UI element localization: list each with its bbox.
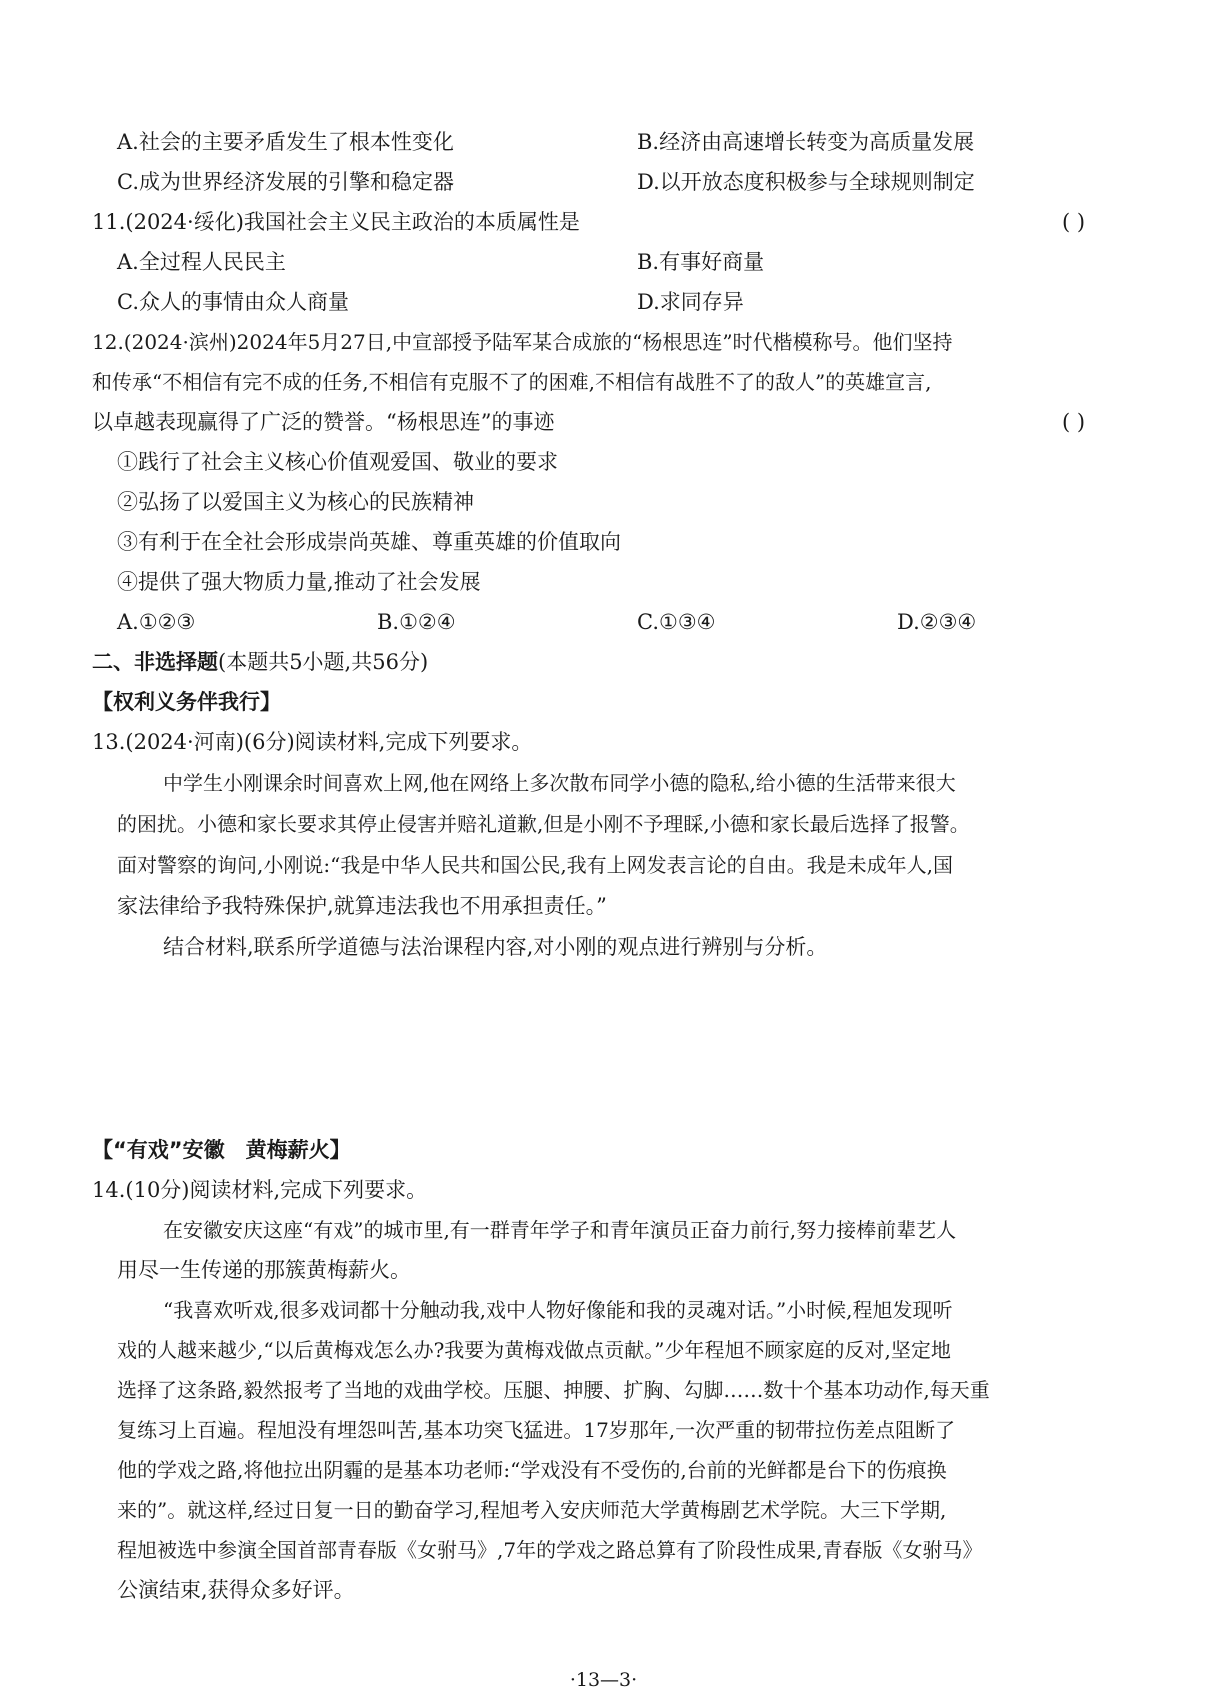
topic-heading-rights: 【权利义务伴我行】 — [92, 690, 281, 714]
q12-option-d: D.②③④ — [897, 610, 977, 634]
q10-option-a: A.社会的主要矛盾发生了根本性变化 — [117, 130, 454, 154]
q12-option-b: B.①②④ — [377, 610, 456, 634]
q11-option-b: B.有事好商量 — [637, 250, 765, 274]
topic-heading-huangmei: 【“有戏”安徽 黄梅薪火】 — [92, 1138, 351, 1162]
q13-material-line3: 面对警察的询问,小刚说:“我是中华人民共和国公民,我有上网发表言论的自由。我是未成年人,国 — [117, 853, 954, 877]
q13-material-line4: 家法律给予我特殊保护,就算违法我也不用承担责任。” — [117, 894, 607, 918]
q12-stem-line3: 以卓越表现赢得了广泛的赞誉。“杨根思连”的事迹 — [92, 410, 555, 434]
q14-material-line6: 复练习上百遍。程旭没有埋怨叫苦,基本功突飞猛进。17岁那年,一次严重的韧带拉伤差点阻断了 — [117, 1418, 956, 1442]
q10-option-b: B.经济由高速增长转变为高质量发展 — [637, 130, 975, 154]
q13-question: 结合材料,联系所学道德与法治课程内容,对小刚的观点进行辨别与分析。 — [163, 935, 828, 959]
q11-option-c: C.众人的事情由众人商量 — [117, 290, 349, 314]
q14-material-line10: 公演结束,获得众多好评。 — [117, 1578, 355, 1602]
q12-stem-line2: 和传承“不相信有完不成的任务,不相信有克服不了的困难,不相信有战胜不了的敌人”的英雄宣言, — [92, 370, 932, 394]
q12-item-2: ②弘扬了以爱国主义为核心的民族精神 — [117, 490, 474, 514]
q13-material-line1: 中学生小刚课余时间喜欢上网,他在网络上多次散布同学小德的隐私,给小德的生活带来很大 — [163, 771, 956, 795]
q14-stem: 14.(10分)阅读材料,完成下列要求。 — [92, 1178, 428, 1202]
q11-stem: 11.(2024·绥化)我国社会主义民主政治的本质属性是 — [92, 210, 580, 234]
q14-material-line8: 来的”。就这样,经过日复一日的勤奋学习,程旭考入安庆师范大学黄梅剧艺术学院。大三下学期, — [117, 1498, 947, 1522]
q13-material-line2: 的困扰。小德和家长要求其停止侵害并赔礼道歉,但是小刚不予理睬,小德和家长最后选择了报警。 — [117, 812, 970, 836]
q14-material-line1: 在安徽安庆这座“有戏”的城市里,有一群青年学子和青年演员正奋力前行,努力接棒前辈艺人 — [163, 1218, 957, 1242]
q10-option-c: C.成为世界经济发展的引擎和稳定器 — [117, 170, 454, 194]
q12-option-c: C.①③④ — [637, 610, 716, 634]
q14-material-line9: 程旭被选中参演全国首部青春版《女驸马》,7年的学戏之路总算有了阶段性成果,青春版《女驸马》 — [117, 1538, 983, 1562]
q10-option-d: D.以开放态度积极参与全球规则制定 — [637, 170, 975, 194]
q14-material-line3: “我喜欢听戏,很多戏词都十分触动我,戏中人物好像能和我的灵魂对话。”小时候,程旭发现听 — [163, 1298, 953, 1322]
q11-option-a: A.全过程人民民主 — [117, 250, 286, 274]
q11-option-d: D.求同存异 — [637, 290, 744, 314]
q14-material-line2: 用尽一生传递的那簇黄梅薪火。 — [117, 1258, 411, 1282]
q14-material-line5: 选择了这条路,毅然报考了当地的戏曲学校。压腿、抻腰、扩胸、勾脚……数十个基本功动作,每天重 — [117, 1378, 990, 1402]
q14-material-line7: 他的学戏之路,将他拉出阴霾的是基本功老师:“学戏没有不受伤的,台前的光鲜都是台下的伤痕换 — [117, 1458, 947, 1482]
page-number: ·13—3· — [569, 1669, 638, 1691]
q11-answer-paren: ( ) — [1062, 210, 1086, 234]
section-note: (本题共5小题,共56分) — [218, 650, 429, 674]
section-heading — [92, 647, 428, 677]
q12-item-3: ③有利于在全社会形成崇尚英雄、尊重英雄的价值取向 — [117, 530, 621, 554]
section-title: 二、非选择题 — [92, 650, 218, 674]
q14-material-line4: 戏的人越来越少,“以后黄梅戏怎么办?我要为黄梅戏做点贡献。”少年程旭不顾家庭的反对,坚定地 — [117, 1338, 951, 1362]
q13-stem: 13.(2024·河南)(6分)阅读材料,完成下列要求。 — [92, 730, 533, 754]
q12-item-1: ①践行了社会主义核心价值观爱国、敬业的要求 — [117, 450, 558, 474]
q12-item-4: ④提供了强大物质力量,推动了社会发展 — [117, 570, 481, 594]
q12-stem-line1: 12.(2024·滨州)2024年5月27日,中宣部授予陆军某合成旅的“杨根思连”时代楷模称号。他们坚持 — [92, 330, 953, 354]
q12-answer-paren: ( ) — [1062, 410, 1086, 434]
q12-option-a: A.①②③ — [117, 610, 196, 634]
